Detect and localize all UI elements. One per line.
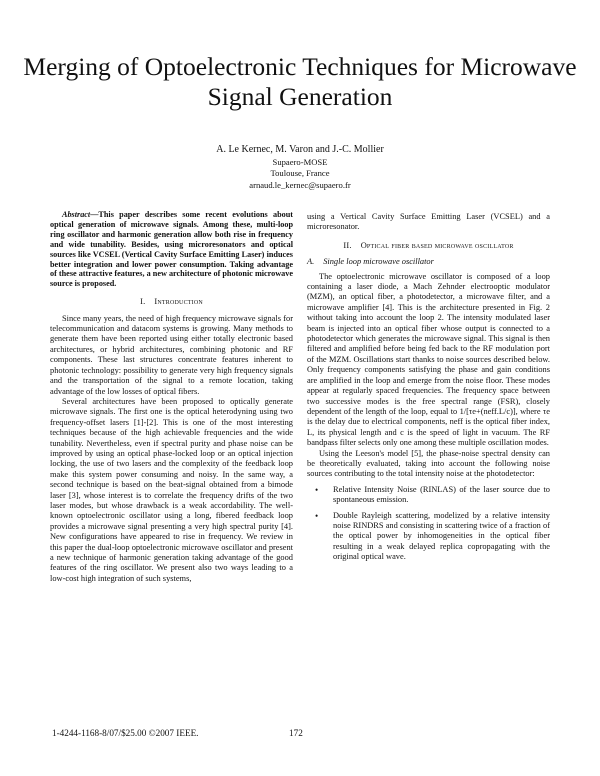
section-heading-introduction — [50, 297, 293, 307]
page-number: 172 — [289, 728, 303, 738]
oscillator-paragraph-1: The optoelectronic microwave oscillator is composed of a loop containing a laser diode, a Mach Zehnder electrooptic modulator (MZM), an optical fiber, a photodetector, a microwave filter, and a microwave amplifier [4]. This is the architecture presented in Fig. 2 without taking into account the loop 2. The intensity modulated laser beam is injected into an optical fiber whose output is connected to a photodetector which generates the microwave signal. This signal is then filtered and amplified before being fed back to the RF modulation port of the MZM. Oscillations start thanks to noise sources described below. Only frequency components satisfying the phase and gain conditions are amplified in the loop and emerge from the noise floor. These modes appear at regularly spaced frequencies. The frequency space between two successive modes is the free spectral range (FSR), closely dependent of the length of the loop, equal to 1/[τe+(neff.L/c)], where τe is the delay due to electrical components, neff is the optical fiber index, L, its physical length and c is the speed of light in vacuum. The RF bandpass filter selects only one among these multiple oscillation modes. — [307, 271, 550, 448]
section-title: Introduction — [154, 297, 203, 307]
intro-paragraph-continuation: using a Vertical Cavity Surface Emitting Laser (VCSEL) and a microresonator. — [307, 212, 550, 232]
subsection-number: A. — [307, 257, 315, 267]
intro-paragraph-1: Since many years, the need of high frequency microwave signals for telecommunication and datacom systems is growing. Many methods to generate them have been reported using either totally electronic based architectures, or hybrid architectures, combining photonic and RF components. These last structures concentrate features inherent to photonic technology: possibility to generate very high frequency signals and the transportation of the signal to a remote location, taking advantage of the low losses of optical fibers. — [50, 313, 293, 396]
bullet-icon: • — [315, 484, 319, 495]
section-title: Optical fiber based microwave oscillator — [360, 240, 514, 250]
list-item — [307, 485, 550, 506]
affiliation-email: arnaud.le_kernec@supaero.fr — [249, 179, 351, 190]
section-number: II. — [343, 240, 352, 250]
authors: A. Le Kernec, M. Varon and J.-C. Mollier — [216, 144, 384, 155]
right-column — [307, 212, 550, 568]
paper-title: Merging of Optoelectronic Techniques for Microwave Signal Generation — [23, 52, 577, 111]
section-number: I. — [140, 297, 146, 307]
oscillator-paragraph-2: Using the Leeson's model [5], the phase-noise spectral density can be theoretically evaluated, taking into account the following noise sources contributing to the total intensity noise at the photodetector: — [307, 448, 550, 479]
affiliation-location: Toulouse, France — [270, 168, 330, 179]
list-item-text: Relative Intensity Noise (RINLAS) of the laser source due to spontaneous emission. — [333, 484, 550, 505]
section-heading-oscillator — [307, 241, 550, 251]
left-column — [50, 210, 293, 584]
abstract-lead: Abstract — [62, 210, 91, 219]
subsection-heading — [307, 257, 550, 267]
affiliation — [0, 157, 600, 191]
copyright-notice: 1-4244-1168-8/07/$25.00 ©2007 IEEE. — [52, 728, 199, 738]
list-item — [307, 511, 550, 563]
noise-sources-list — [307, 485, 550, 563]
list-item-text: Double Rayleigh scattering, modelized by a relative intensity noise RINDRS and consisting in scattering twice of a fraction of the optical power by inhomogeneities in the optical fiber resulting in a weak delayed replica copropagating with the original optical wave. — [333, 510, 550, 562]
affiliation-institution: Supaero-MOSE — [272, 157, 328, 167]
abstract — [50, 210, 293, 289]
bullet-icon: • — [315, 510, 319, 521]
abstract-body: —This paper describes some recent evolutions about optical generation of microwave signals. Among these, multi-loop ring oscillator and harmonic generation allow both rise in frequency and wide tunability. Besides, using microresonators and optical sources like VCSEL (Vertical Cavity Surface Emitting Laser) induces better integration and lower power consumption. Taking advantage of these attractive features, a new architecture of photonic microwave source is proposed. — [50, 210, 293, 289]
subsection-title: Single loop microwave oscillator — [323, 257, 434, 267]
intro-paragraph-2: Several architectures have been proposed to optically generate microwave signals. The first one is the optical heterodyning using two frequency-offset lasers [1]-[2]. This is one of the most interesting techniques because of the high achievable frequencies and the wide tunability. Nevertheless, even if spectral purity and phase noise can be improved by using an optical phase-locked loop or an optical injection locking, the use of two lasers and the complexity of the feedback loop make this system power consuming and noisy. In the same way, a second technique is based on the beat-signal obtained from a bimode laser [3], whose interest is to correlate the frequency drifts of the two laser modes, but whose drawback is a weak accordability. The well-known optoelectronic oscillator using a long, fibered feedback loop provides a microwave signal presenting a very high spectral purity [4]. New configurations have appeared to rise in frequency. We review in this paper the dual-loop optoelectronic microwave oscillator and present a new technique of harmonic generation taking advantage of the good features of the ring oscillator. We present also two ways leading to a low-cost high integration of such systems, — [50, 396, 293, 583]
